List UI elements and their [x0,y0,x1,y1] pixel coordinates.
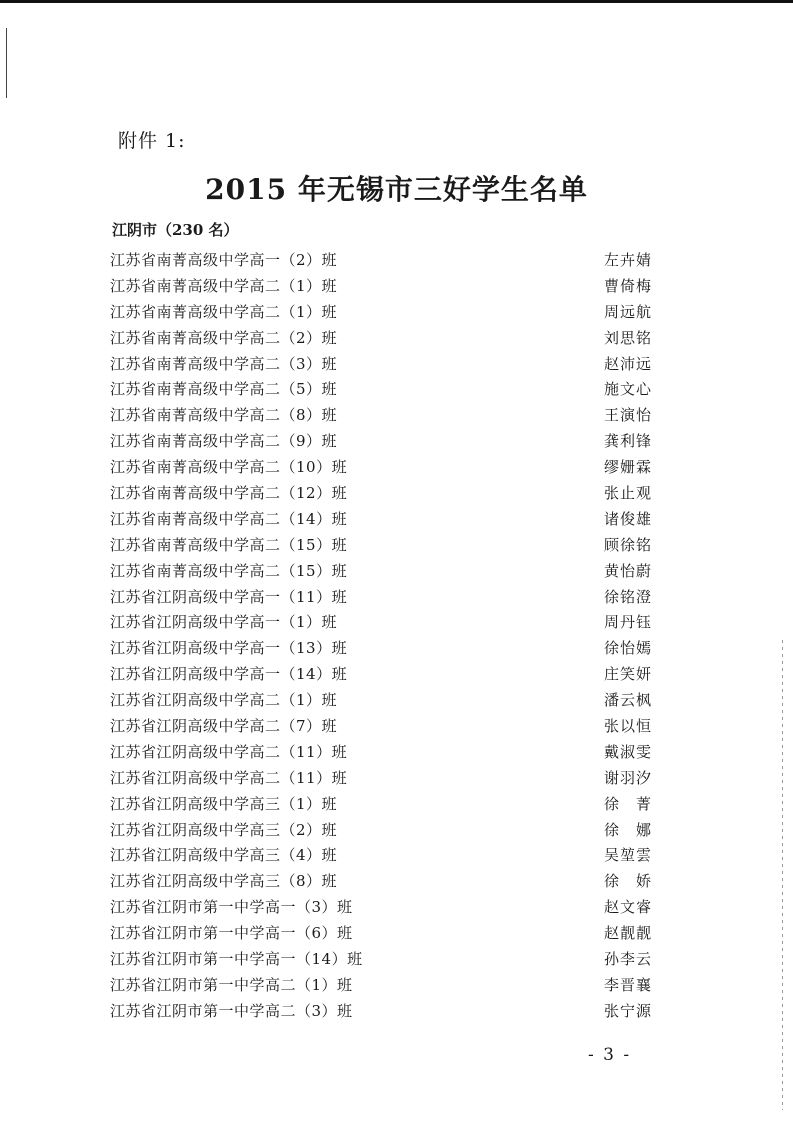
student-name: 徐怡嫣 [604,639,653,658]
list-item [0,792,793,818]
school-class: 江苏省南菁高级中学高二（5）班 [110,380,338,399]
student-name: 周丹钰 [604,613,653,632]
list-item [0,843,793,869]
student-name: 施文心 [604,380,653,399]
school-class: 江苏省南菁高级中学高一（2）班 [110,251,338,269]
student-name: 缪姗霖 [604,458,653,477]
list-item [0,947,793,973]
school-class: 江苏省南菁高级中学高二（15）班 [110,561,348,580]
student-name: 左卉婧 [604,251,653,269]
list-item [0,921,793,947]
student-name: 刘思铭 [604,328,653,347]
list-item [0,533,793,559]
school-class: 江苏省江阴高级中学高三（8）班 [110,872,338,891]
list-item [0,481,793,507]
list-item [0,274,793,300]
student-name: 周远航 [604,302,653,321]
school-class: 江苏省江阴市第一中学高二（1）班 [110,975,353,994]
student-name: 李晋襄 [604,975,653,994]
student-name: 徐 菁 [604,794,653,813]
student-name: 张以恒 [604,717,653,736]
student-name: 徐铭澄 [604,587,653,606]
student-name: 庄笑妍 [604,665,653,684]
school-class: 江苏省南菁高级中学高二（3）班 [110,354,338,373]
school-class: 江苏省江阴高级中学高一（13）班 [110,639,348,658]
school-class: 江苏省江阴高级中学高一（14）班 [110,665,348,684]
school-class: 江苏省南菁高级中学高二（15）班 [110,535,348,554]
list-item [0,766,793,792]
student-name: 赵靓靓 [604,924,653,943]
list-item [0,455,793,481]
list-item [0,610,793,636]
top-border-line [0,0,793,3]
student-name: 张宁源 [604,1001,653,1020]
list-item [0,248,793,274]
list-item [0,895,793,921]
student-name: 谢羽汐 [604,768,653,787]
student-name: 黄怡蔚 [604,561,653,580]
school-class: 江苏省江阴高级中学高三（1）班 [110,794,338,813]
list-item [0,818,793,844]
list-item [0,352,793,378]
student-name: 吴堃雲 [604,846,653,865]
school-class: 江苏省江阴高级中学高三（4）班 [110,846,338,865]
school-class: 江苏省南菁高级中学高二（9）班 [110,432,338,451]
school-class: 江苏省江阴高级中学高一（11）班 [110,587,348,606]
school-class: 江苏省南菁高级中学高二（12）班 [110,484,348,503]
school-class: 江苏省南菁高级中学高二（2）班 [110,328,338,347]
student-name: 赵文睿 [604,898,653,917]
list-item [0,377,793,403]
school-class: 江苏省南菁高级中学高二（14）班 [110,509,348,528]
list-item [0,714,793,740]
city-heading: 江阴市（230 名） [112,221,239,239]
school-class: 江苏省南菁高级中学高二（8）班 [110,406,338,425]
student-name: 张止观 [604,484,653,503]
student-name: 孙李云 [604,950,653,969]
list-item [0,300,793,326]
school-class: 江苏省江阴市第一中学高二（3）班 [110,1001,353,1020]
list-item [0,688,793,714]
student-name: 龚利锋 [604,432,653,451]
school-class: 江苏省江阴高级中学高二（11）班 [110,768,348,787]
list-item [0,662,793,688]
list-item [0,999,793,1025]
list-item [0,507,793,533]
student-name: 赵沛远 [604,354,653,373]
school-class: 江苏省江阴高级中学高二（11）班 [110,742,348,761]
student-name: 王演怡 [604,406,653,425]
school-class: 江苏省江阴市第一中学高一（3）班 [110,898,353,917]
student-name: 徐 娜 [604,820,653,839]
school-class: 江苏省江阴高级中学高二（7）班 [110,717,338,736]
school-class: 江苏省江阴市第一中学高一（14）班 [110,950,363,969]
list-item [0,585,793,611]
school-class: 江苏省江阴高级中学高一（1）班 [110,613,338,632]
student-name: 诸俊雄 [604,509,653,528]
list-item [0,636,793,662]
student-name: 潘云枫 [604,691,653,710]
left-margin-mark [6,28,7,98]
attachment-label: 附件 1: [118,130,186,152]
school-class: 江苏省江阴高级中学高二（1）班 [110,691,338,710]
school-class: 江苏省南菁高级中学高二（1）班 [110,302,338,321]
student-list [0,248,793,1025]
school-class: 江苏省江阴高级中学高三（2）班 [110,820,338,839]
list-item [0,403,793,429]
list-item [0,973,793,999]
student-name: 徐 娇 [604,872,653,891]
student-name: 顾徐铭 [604,535,653,554]
school-class: 江苏省江阴市第一中学高一（6）班 [110,924,353,943]
list-item [0,559,793,585]
student-name: 曹倚梅 [604,276,653,295]
list-item [0,326,793,352]
student-name: 戴淑雯 [604,742,653,761]
list-item [0,869,793,895]
document-title: 2015 年无锡市三好学生名单 [205,173,588,206]
list-item [0,429,793,455]
page-number: - 3 - [588,1045,632,1065]
list-item [0,740,793,766]
school-class: 江苏省南菁高级中学高二（10）班 [110,458,348,477]
school-class: 江苏省南菁高级中学高二（1）班 [110,276,338,295]
